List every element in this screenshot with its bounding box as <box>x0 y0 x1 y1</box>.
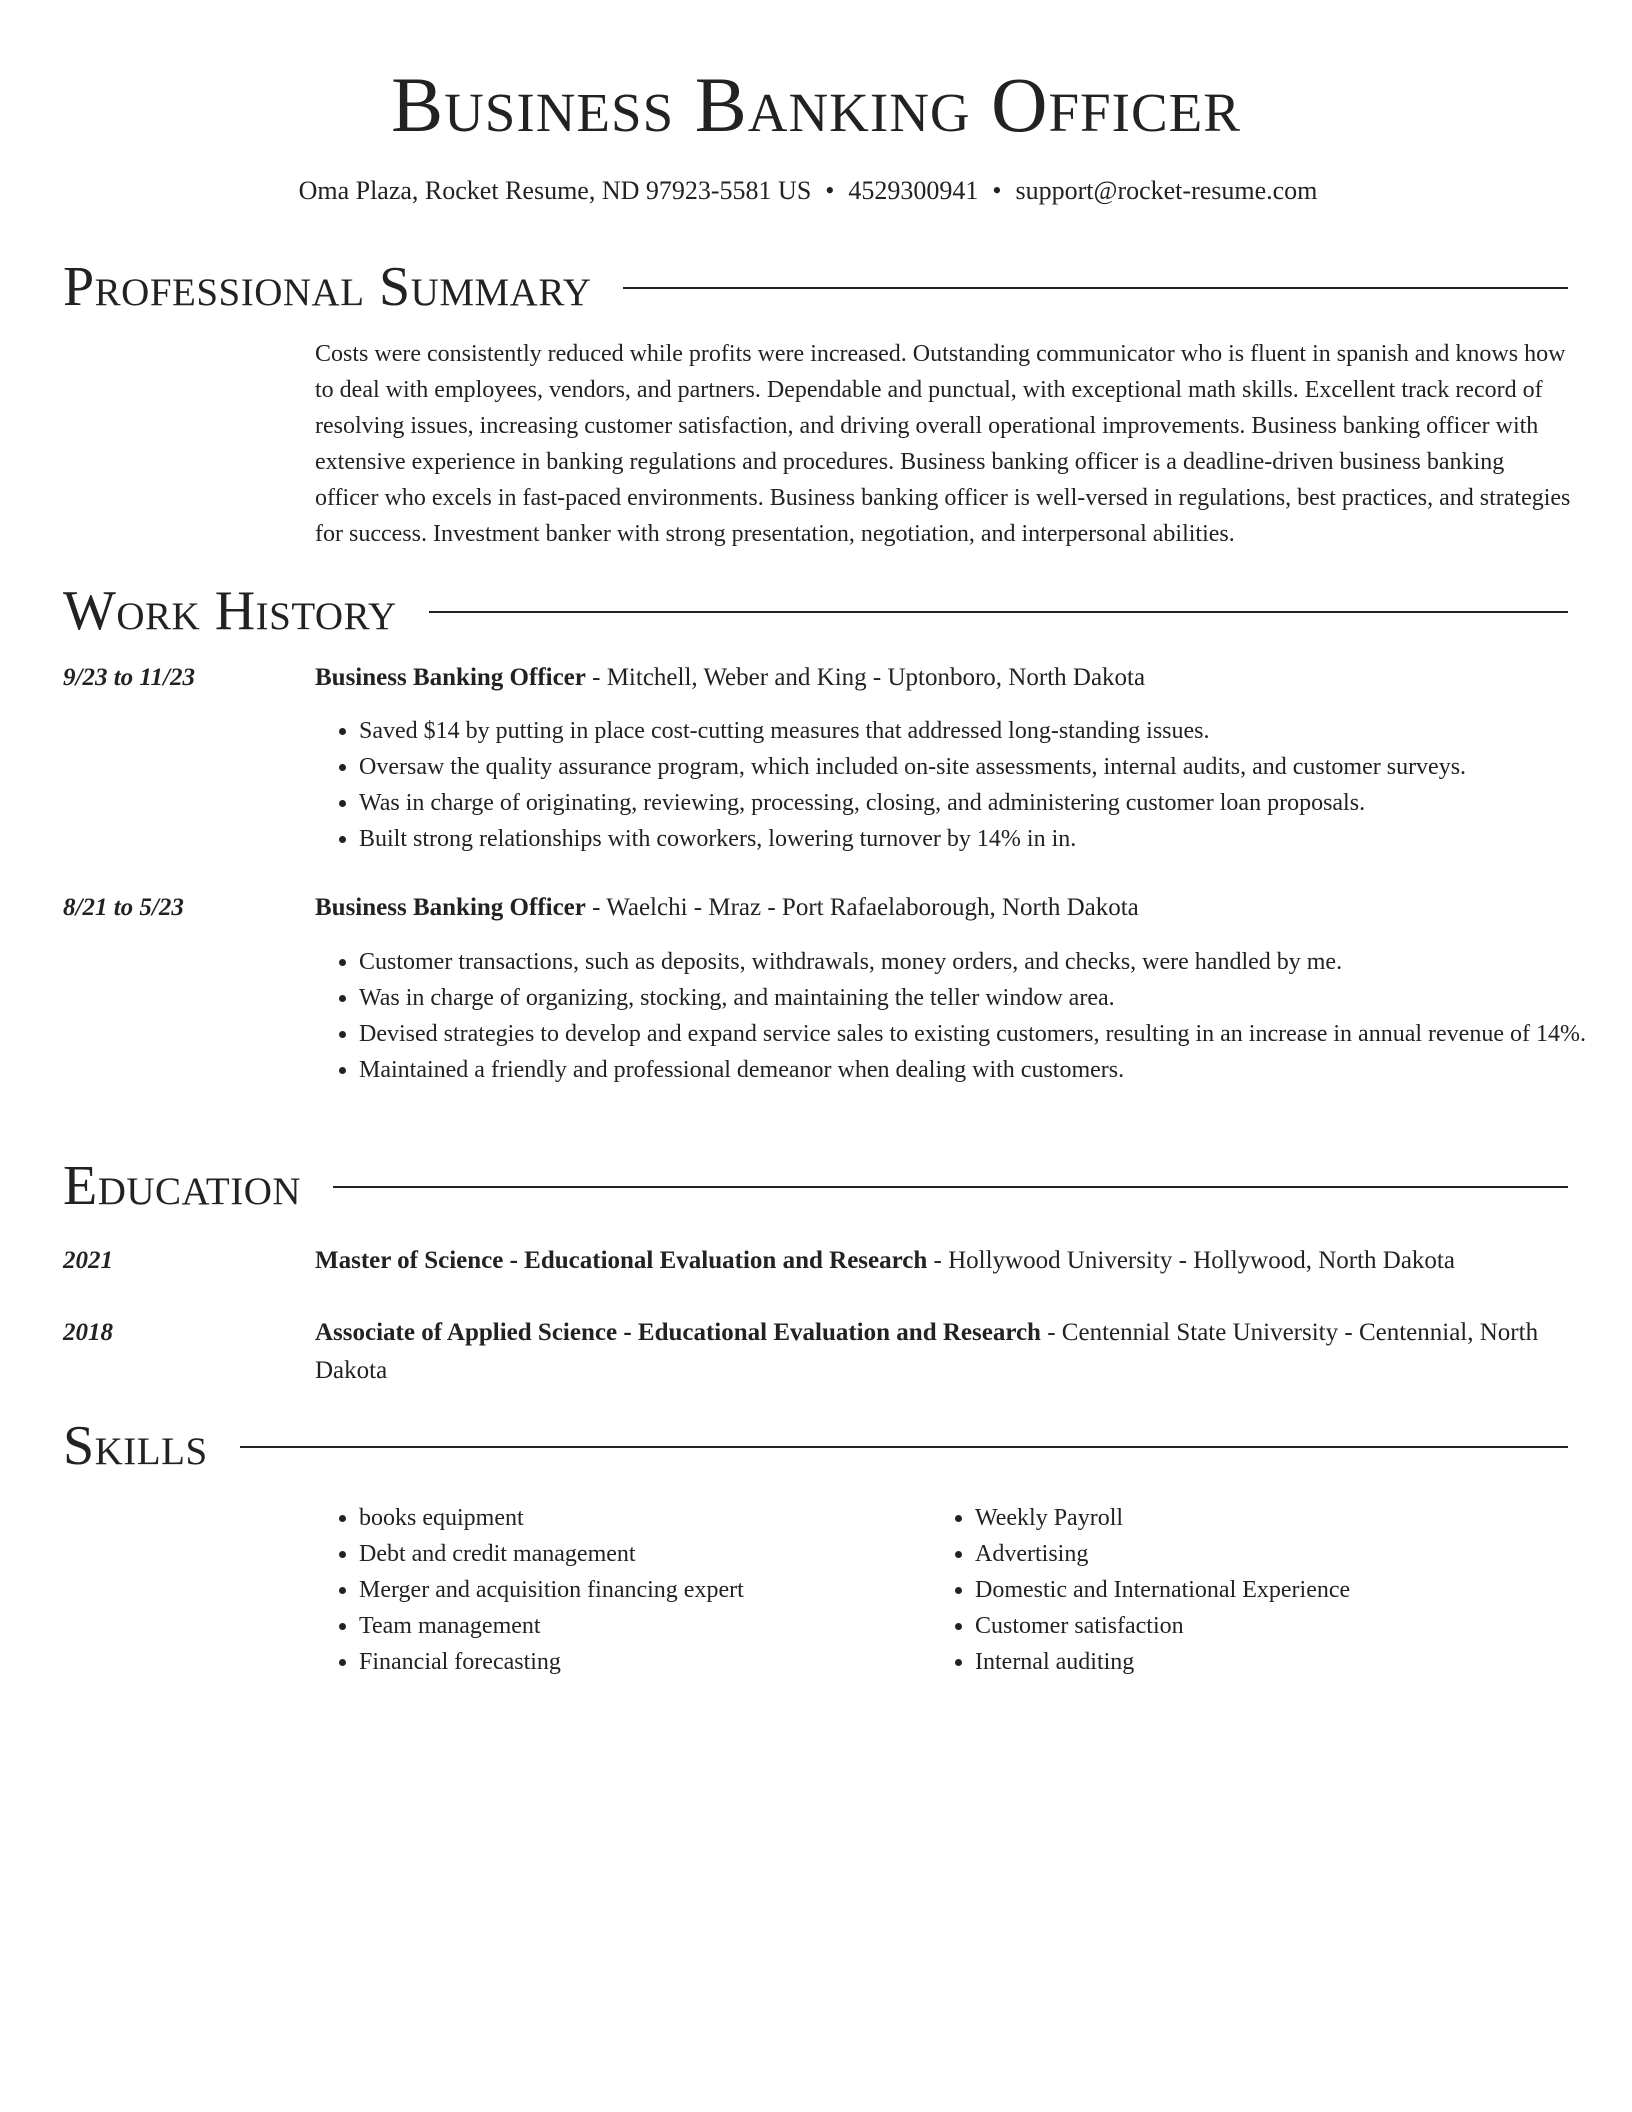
job-title-line <box>315 659 1575 697</box>
section-title-skills: Skills <box>63 1415 208 1477</box>
section-heading-education <box>63 1152 1568 1220</box>
section-divider <box>333 1186 1568 1188</box>
section-heading-work-history <box>63 577 1568 645</box>
skill-item: • Domestic and International Experience <box>975 1572 1535 1608</box>
section-divider <box>429 611 1568 613</box>
job-bullet: • Saved $14 by putting in place cost-cutting measures that addressed long-standing issues. <box>359 713 1617 749</box>
section-divider <box>623 287 1568 289</box>
education-degree: Master of Science - Educational Evaluation and Research <box>315 1247 928 1274</box>
job-bullet: • Oversaw the quality assurance program, which included on-site assessments, internal audits, and customer surveys. <box>359 749 1617 785</box>
section-title-education: Education <box>63 1155 302 1217</box>
job-bullet: • Customer transactions, such as deposits, withdrawals, money orders, and checks, were handled by me. <box>359 944 1617 980</box>
education-school-location: - Hollywood University - Hollywood, North Dakota <box>927 1247 1455 1274</box>
section-heading-summary <box>63 253 1568 321</box>
contact-phone: 4529300941 <box>848 176 979 205</box>
education-school-location: - Centennial State University - Centennial, North Dakota <box>315 1319 1539 1384</box>
education-year: 2018 <box>63 1319 113 1346</box>
resume-name-title: Business Banking Officer <box>391 61 1241 148</box>
skill-item: • Team management <box>359 1608 919 1644</box>
contact-address: Oma Plaza, Rocket Resume, ND 97923-5581 US <box>298 176 812 205</box>
job-dates: 9/23 to 11/23 <box>63 664 195 691</box>
job-dates: 8/21 to 5/23 <box>63 894 184 921</box>
job-role: Business Banking Officer <box>315 894 586 921</box>
section-divider <box>240 1446 1568 1448</box>
job-bullet-list <box>315 944 1617 1088</box>
skill-item: • Weekly Payroll <box>975 1500 1535 1536</box>
education-year: 2021 <box>63 1247 113 1274</box>
contact-email: support@rocket-resume.com <box>1015 176 1318 205</box>
skill-item: • Advertising <box>975 1536 1535 1572</box>
skill-item: • books equipment <box>359 1500 919 1536</box>
skill-item: • Internal auditing <box>975 1644 1535 1680</box>
job-bullet: • Was in charge of organizing, stocking, and maintaining the teller window area. <box>359 980 1617 1016</box>
skills-list-right <box>931 1500 1535 1680</box>
job-bullet: • Devised strategies to develop and expand service sales to existing customers, resulting in an increase in annual revenue of 14%. <box>359 1016 1617 1052</box>
skill-item: • Debt and credit management <box>359 1536 919 1572</box>
job-role: Business Banking Officer <box>315 664 586 691</box>
job-bullet: • Was in charge of originating, reviewing, processing, closing, and administering customer loan proposals. <box>359 785 1617 821</box>
skill-item: • Merger and acquisition financing expert <box>359 1572 919 1608</box>
education-entry <box>315 1314 1575 1390</box>
skill-item: • Financial forecasting <box>359 1644 919 1680</box>
section-heading-skills <box>63 1412 1568 1480</box>
education-degree: Associate of Applied Science - Educational Evaluation and Research <box>315 1319 1041 1346</box>
section-title-work-history: Work History <box>63 580 397 642</box>
skills-list-left <box>315 1500 919 1680</box>
job-employer-location: - Waelchi - Mraz - Port Rafaelaborough, North Dakota <box>585 894 1139 921</box>
contact-line <box>0 173 1616 209</box>
contact-separator: • <box>992 176 1002 205</box>
education-entry <box>315 1242 1575 1280</box>
job-employer-location: - Mitchell, Weber and King - Uptonboro, North Dakota <box>585 664 1146 691</box>
job-bullet-list <box>315 713 1617 857</box>
skill-item: • Customer satisfaction <box>975 1608 1535 1644</box>
contact-separator: • <box>825 176 835 205</box>
job-title-line <box>315 889 1575 927</box>
job-bullet: • Built strong relationships with coworkers, lowering turnover by 14% in in. <box>359 821 1617 857</box>
summary-paragraph: Costs were consistently reduced while profits were increased. Outstanding communicator who is fluent in spanish and knows how to deal with employees, vendors, and partners. Dependable and punctual, with exceptional math skills. Excellent track record of resolving issues, increasing customer satisfaction, and driving overall operational improvements. Business banking officer with extensive experience in banking regulations and procedures. Business banking officer is a deadline-driven business banking officer who excels in fast-paced environments. Business banking officer is well-versed in regulations, best practices, and strategies for success. Investment banker with strong presentation, negotiation, and interpersonal abilities. <box>315 341 1571 547</box>
section-title-summary: Professional Summary <box>63 256 592 318</box>
job-bullet: • Maintained a friendly and professional demeanor when dealing with customers. <box>359 1052 1617 1088</box>
